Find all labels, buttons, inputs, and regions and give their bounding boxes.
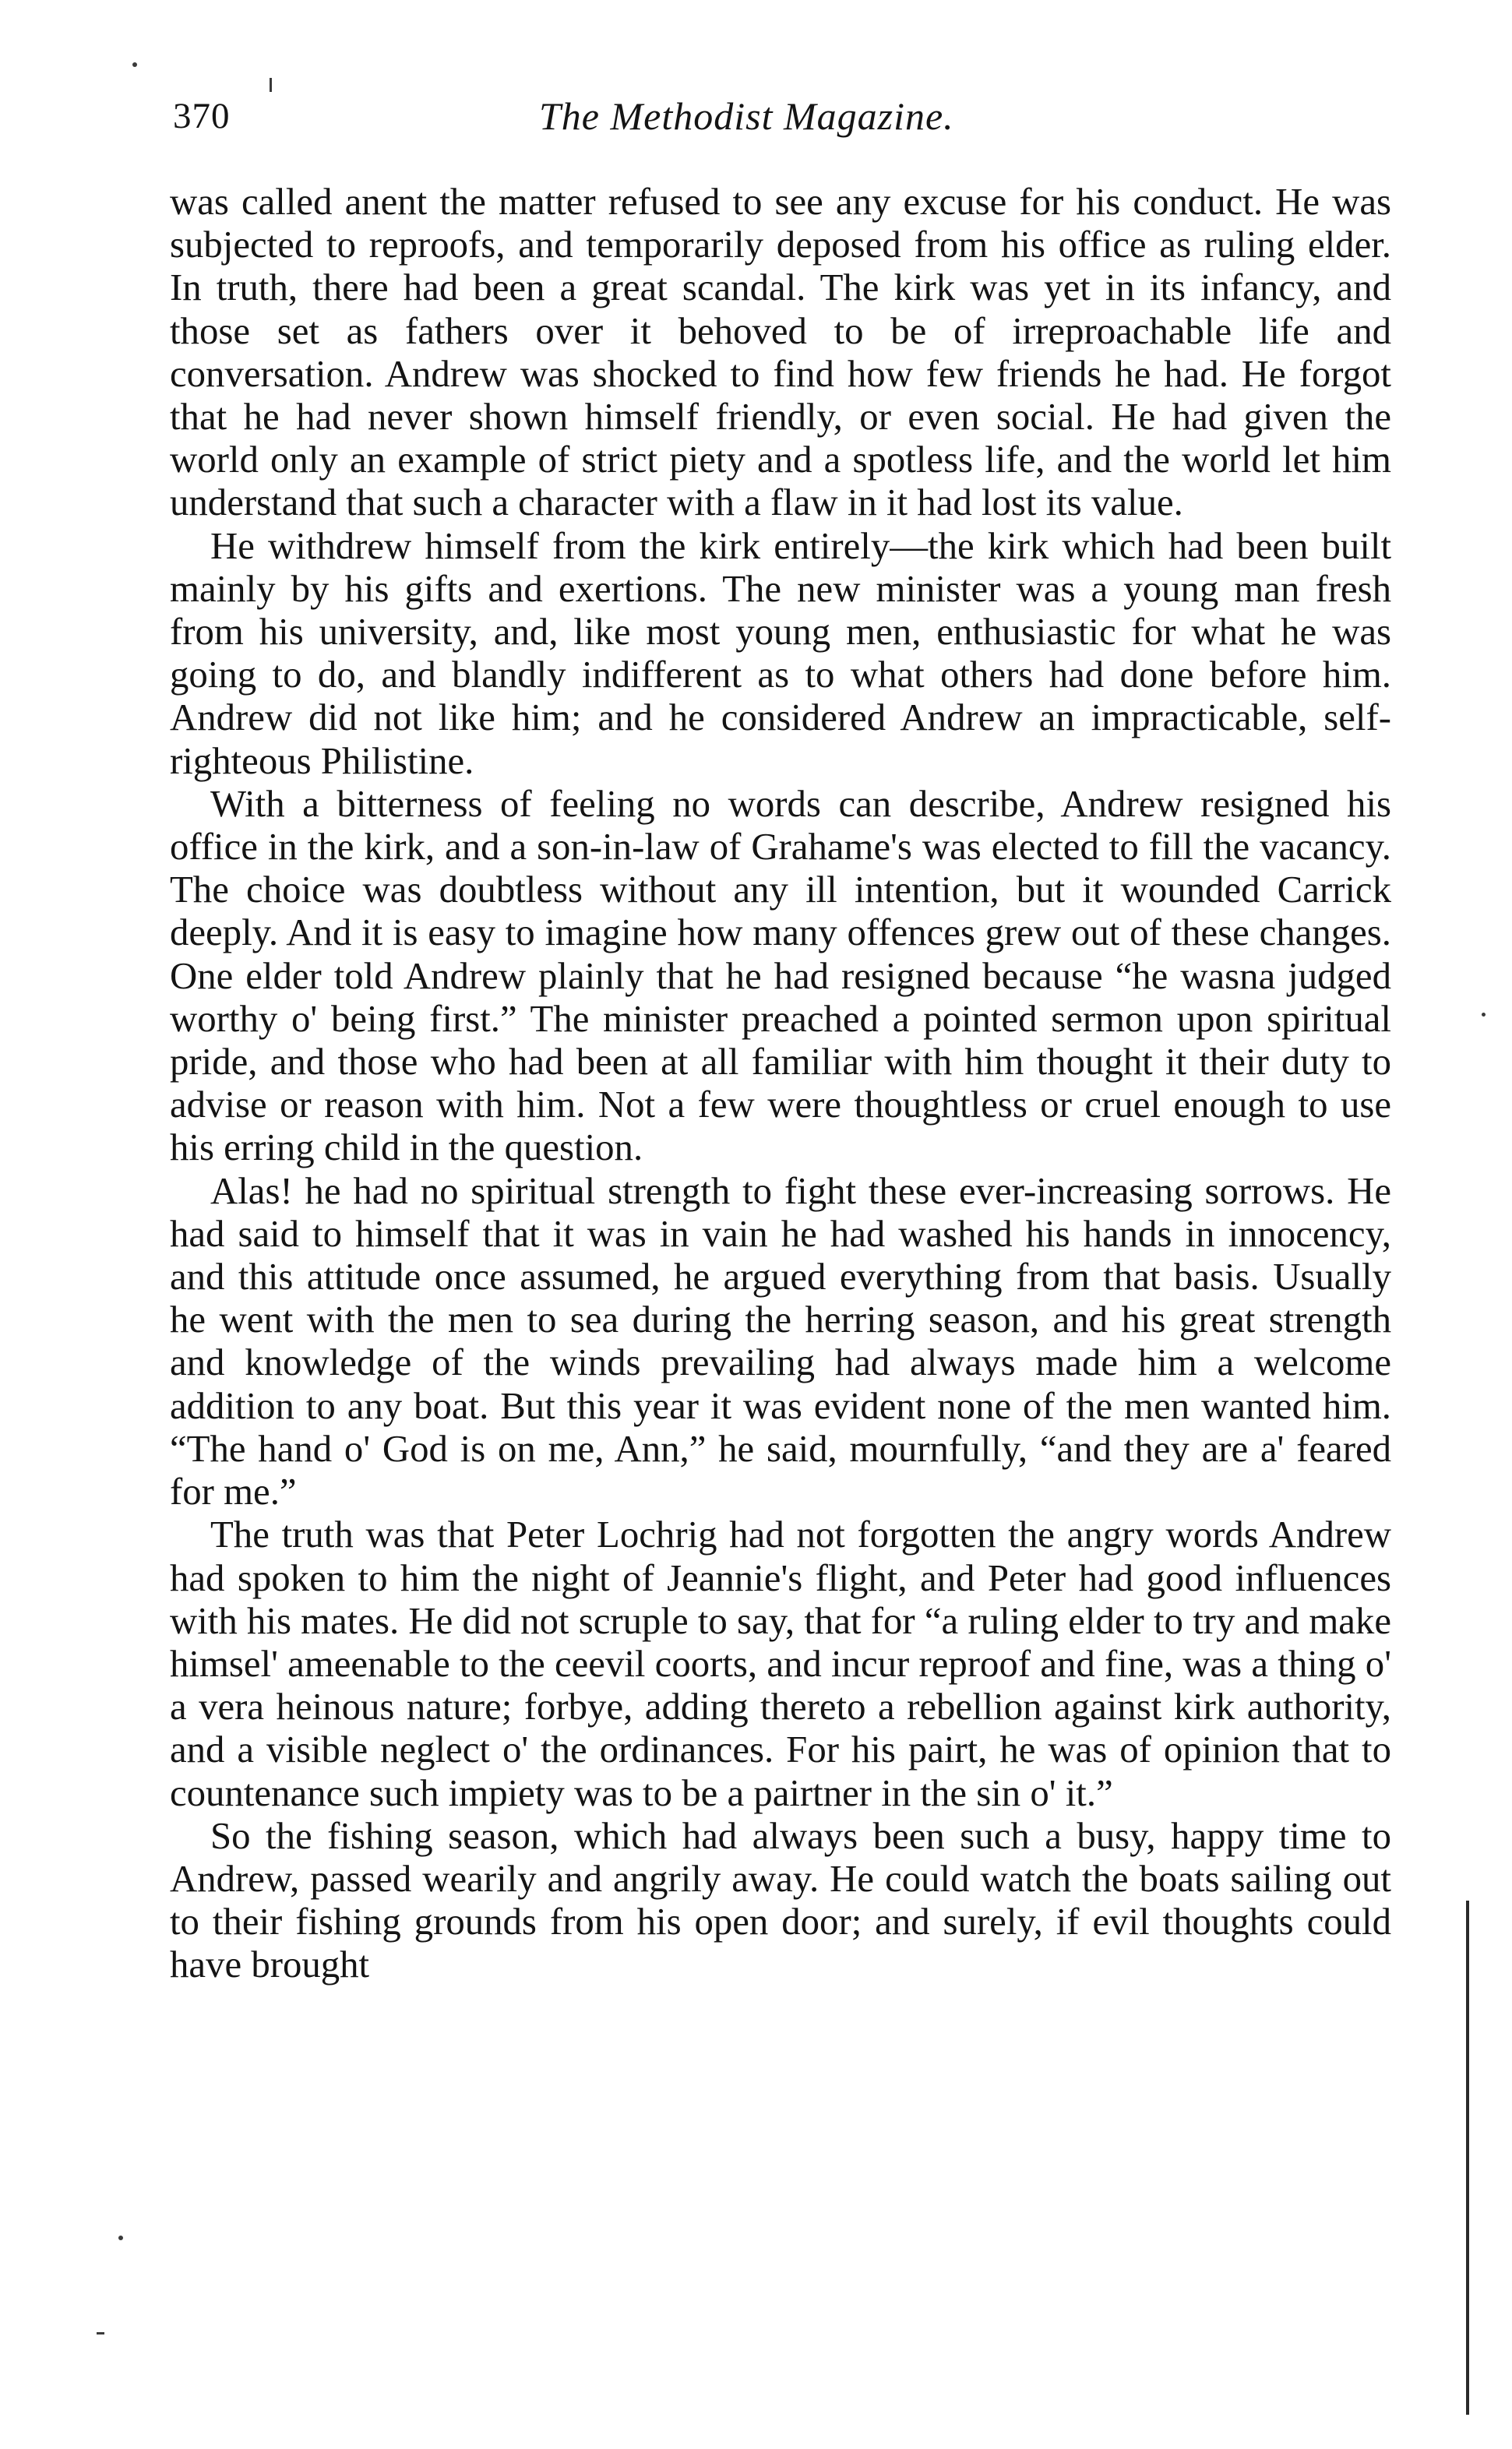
running-title: The Methodist Magazine. [539,94,954,138]
paragraph-1: was called anent the matter refused to see any excuse for his conduct. He was subjected to reproofs, and temporarily deposed from his office as ruling elder. In truth, there had been a great scandal. The kirk was yet in its infancy, and those set as fathers over it behoved to be of irreproachable life and conversation. Andrew was shocked to find how few friends he had. He forgot that he had never shown himself friendly, or even social. He had given the world only an example of strict piety and a spotless life, and the world let him understand that such a character with a flaw in it had lost its value. [170,181,1391,524]
article-body [170,181,1391,1987]
paragraph-3: With a bitterness of feeling no words can describe, Andrew resigned his office in the kirk, and a son-in-law of Grahame's was elected to fill the vacancy. The choice was doubtless without any ill intention, but it wounded Carrick deeply. And it is easy to imagine how many offences grew out of these changes. One elder told Andrew plainly that he had resigned because “he wasna judged worthy o' being first.” The minister preached a pointed sermon upon spiritual pride, and those who had been at all familiar with him thought it their duty to advise or reason with him. Not a few were thoughtless or cruel enough to use his erring child in the question. [170,782,1391,1169]
paragraph-2: He withdrew himself from the kirk entirely—the kirk which had been built mainly by his gifts and exertions. The new minister was a young man fresh from his university, and, like most young men, enthusiastic for what he was going to do, and blandly indifferent as to what others had done before him. Andrew did not like him; and he considered Andrew an impracticable, self-righteous Philistine. [170,524,1391,782]
paragraph-6: So the fishing season, which had always been such a busy, happy time to Andrew, passed wearily and angrily away. He could watch the boats sailing out to their fishing grounds from his open door; and surely, if evil thoughts could have brought [170,1814,1391,1986]
page-header [0,92,1512,146]
paragraph-5: The truth was that Peter Lochrig had not forgotten the angry words Andrew had spoken to him the night of Jeannie's flight, and Peter had good influences with his mates. He did not scruple to say, that for “a ruling elder to try and make himsel' ameenable to the ceevil coorts, and incur reproof and fine, was a thing o' a vera heinous nature; forbye, adding thereto a rebellion against kirk authority, and a visible neglect o' the ordinances. For his pairt, he was of opinion that to countenance such impiety was to be a pairtner in the sin o' it.” [170,1513,1391,1814]
paragraph-4: Alas! he had no spiritual strength to fight these ever-increasing sorrows. He had said to himself that it was in vain he had washed his hands in innocency, and this attitude once assumed, he argued everything from that basis. Usually he went with the men to sea during the herring season, and his great strength and knowledge of the winds prevailing had always made him a welcome addition to any boat. But this year it was evident none of the men wanted him. “The hand o' God is on me, Ann,” he said, mournfully, “and they are a' feared for me.” [170,1169,1391,1513]
scan-speck [132,62,137,67]
scan-speck [1482,1013,1486,1017]
scan-edge-line [1466,1901,1469,2415]
scan-speck [270,78,272,92]
scan-speck [118,2236,123,2240]
scan-speck [97,2332,104,2334]
page-number: 370 [173,96,231,136]
